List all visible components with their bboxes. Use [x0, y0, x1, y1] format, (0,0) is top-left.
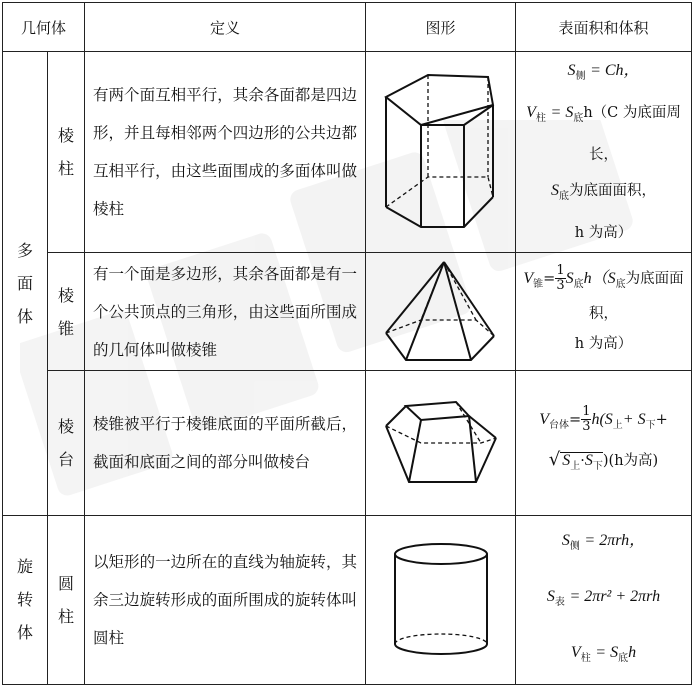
f-plus: + — [655, 411, 668, 428]
f-rhs: = Ch， — [590, 62, 640, 80]
f-s: S — [561, 532, 570, 549]
f-v: V — [523, 269, 534, 287]
f-sub: 底 — [615, 278, 626, 290]
f-eq: = — [569, 411, 582, 428]
name-pyramid — [48, 253, 85, 371]
f-s: S — [562, 451, 571, 469]
formula-pyramid-end: h 为高） — [574, 336, 633, 353]
formula-cylinder — [516, 516, 692, 685]
f-sub: 柱 — [580, 652, 591, 664]
formula-pyramid — [516, 253, 692, 371]
formula-prism — [516, 52, 692, 253]
category-polyhedron-label: 多面体 — [16, 241, 33, 326]
f-sub: 底 — [618, 652, 629, 664]
formula-frustum — [516, 371, 692, 516]
header-definition: 定义 — [85, 3, 366, 52]
name-cylinder — [48, 516, 85, 685]
category-rotation — [3, 516, 48, 685]
f-s: S — [551, 181, 559, 199]
formula-prism-end: h 为高） — [574, 224, 633, 241]
fraction — [581, 405, 591, 434]
frac-den: 3 — [556, 278, 565, 294]
f-v: V — [539, 410, 550, 428]
row-frustum — [3, 371, 692, 516]
figure-pyramid — [366, 253, 516, 371]
frac-num: 1 — [556, 263, 565, 279]
f-sub: 上 — [570, 460, 581, 472]
f-sub: 下 — [645, 419, 656, 431]
frac-num: 1 — [582, 404, 591, 420]
pyramid-name: 棱锥 — [57, 285, 74, 338]
f-h: h — [628, 643, 637, 661]
figure-cylinder — [366, 516, 516, 685]
row-cylinder — [3, 516, 692, 685]
f-tail: 为底面面积， — [569, 182, 656, 199]
formula-pyramid-volume — [520, 264, 687, 330]
formula-cylinder-volume — [520, 628, 687, 684]
prism-name: 棱柱 — [57, 126, 74, 178]
header-row — [3, 3, 692, 52]
f-sub: 侧 — [569, 540, 580, 552]
figure-prism — [366, 52, 516, 253]
formula-frustum-line1 — [520, 403, 687, 443]
category-polyhedron — [3, 52, 48, 516]
f-end: )(h为高) — [602, 452, 659, 469]
cylinder-name: 圆柱 — [57, 573, 74, 626]
fraction — [555, 264, 565, 293]
f-sub: 柱 — [535, 112, 546, 124]
f-s: S — [546, 587, 555, 605]
formula-prism-lateral — [520, 53, 687, 95]
f-sub: 上 — [612, 419, 623, 431]
f-plus: + S — [622, 410, 646, 428]
f-sub: 底 — [559, 190, 569, 202]
f-sub: 底 — [573, 112, 584, 124]
sqrt — [560, 451, 603, 472]
name-frustum — [48, 371, 85, 516]
definition-prism: 有两个面互相平行，其余各面都是四边形，并且每相邻两个四边形的公共边都互相平行，由这些面围成的多面体叫做棱柱 — [85, 52, 366, 253]
definition-cylinder: 以矩形的一边所在的直线为轴旋转，其余三边旋转形成的面所围成的旋转体叫圆柱 — [85, 516, 366, 685]
f-eq: = S — [550, 104, 574, 122]
f-eq: = S — [595, 643, 619, 661]
prism-figure — [376, 67, 506, 237]
f-sub: 锥 — [533, 278, 544, 290]
f-v: V — [526, 104, 536, 122]
f-sub: 台体 — [549, 419, 570, 431]
formula-prism-note — [520, 173, 687, 215]
name-prism — [48, 52, 85, 253]
header-formulas: 表面积和体积 — [516, 3, 692, 52]
f-sub: 下 — [592, 460, 603, 472]
f-sub: 侧 — [575, 71, 586, 83]
f-rest: h（C 为底面周长， — [583, 105, 681, 163]
f-dot: · — [580, 452, 585, 469]
f-s: S — [565, 269, 574, 287]
f-sub: 底 — [573, 278, 584, 290]
row-prism — [3, 52, 692, 253]
f-rest: 为底面面积， — [589, 270, 684, 323]
definition-pyramid: 有一个面是多边形，其余各面都是有一个公共顶点的三角形，由这些面所围成的几何体叫做棱锥 — [85, 253, 366, 371]
formula-prism-volume — [520, 95, 687, 173]
f-s: S — [584, 451, 593, 469]
figure-frustum — [366, 371, 516, 516]
formula-cylinder-lateral — [520, 516, 687, 572]
header-solid: 几何体 — [3, 3, 85, 52]
f-sub: 表 — [554, 596, 565, 608]
header-figure: 图形 — [366, 3, 516, 52]
frustum-figure — [381, 398, 501, 488]
f-mid: h(S — [591, 410, 613, 428]
definition-frustum: 棱锥被平行于棱锥底面的平面所截后，截面和底面之间的部分叫做棱台 — [85, 371, 366, 516]
f-rhs: = 2πrh， — [584, 532, 646, 549]
row-pyramid — [3, 253, 692, 371]
solids-table — [2, 2, 692, 685]
f-rhs: = 2πr² + 2πrh — [569, 587, 661, 605]
f-s: S — [567, 62, 576, 80]
formula-cylinder-surface — [520, 572, 687, 628]
frustum-name: 棱台 — [57, 417, 74, 469]
f-h: h（ — [583, 269, 608, 287]
f-s: S — [607, 269, 616, 287]
formula-frustum-line2: √ $S_上\cdot S_下)(h$为高) — [548, 448, 659, 472]
f-v: V — [570, 643, 581, 661]
frac-den: 3 — [582, 419, 591, 435]
pyramid-figure — [376, 258, 506, 366]
f-eq: = — [543, 270, 556, 287]
category-rotation-label: 旋转体 — [16, 557, 33, 643]
cylinder-figure — [386, 540, 496, 660]
